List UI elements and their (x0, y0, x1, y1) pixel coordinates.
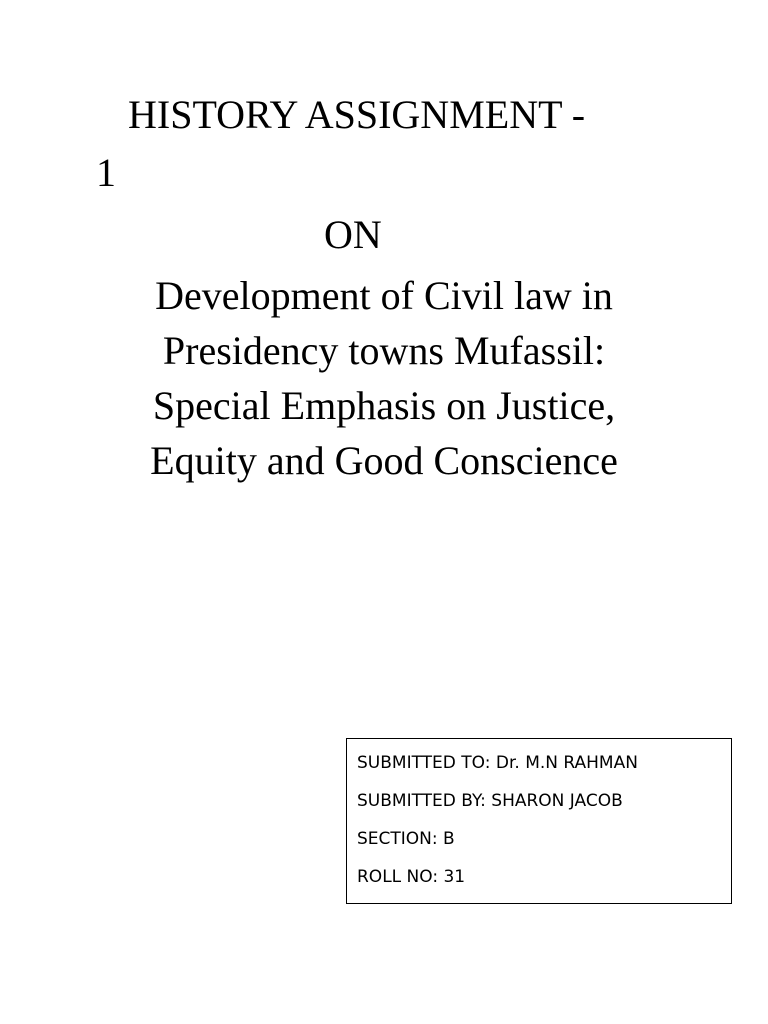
assignment-topic (0, 268, 768, 488)
on-label: ON (324, 212, 382, 257)
roll-number: ROLL NO: 31 (357, 867, 466, 887)
section: SECTION: B (357, 829, 455, 849)
topic-line: Special Emphasis on Justice, (152, 383, 616, 428)
page-title: HISTORY ASSIGNMENT - (128, 92, 586, 137)
submission-details-box (346, 738, 732, 904)
topic-line: Presidency towns Mufassil: (162, 328, 606, 373)
submitted-to: SUBMITTED TO: Dr. M.N RAHMAN (357, 753, 638, 773)
page-title-number: 1 (96, 150, 116, 195)
topic-line: Development of Civil law in (155, 273, 613, 318)
submitted-by: SUBMITTED BY: SHARON JACOB (357, 791, 623, 811)
topic-line: Equity and Good Conscience (150, 438, 618, 483)
